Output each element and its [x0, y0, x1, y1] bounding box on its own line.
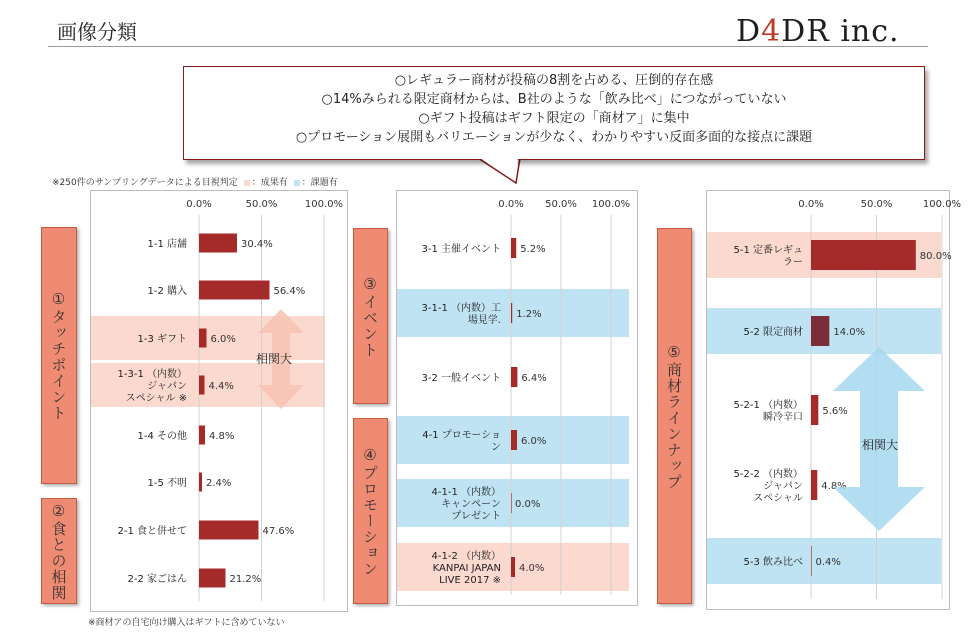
category-label [147, 237, 187, 250]
category-label [734, 467, 803, 504]
category-label-line: 5-2-1 （内数） [733, 400, 803, 411]
bar [199, 473, 202, 492]
category-label-line: 4-1-1 （内数） [431, 487, 501, 498]
issue-legend: ：課題有 [301, 178, 338, 188]
result-swatch [244, 180, 250, 186]
category-label-line: 5-2 限定商材 [743, 327, 803, 338]
company-logo [736, 14, 900, 49]
correlation-label: 相関大 [256, 352, 293, 366]
category-label [127, 573, 187, 585]
logo-suffix: DR inc. [781, 14, 900, 49]
category-label-line: 3-2 一般イベント [421, 373, 501, 384]
category-label [117, 524, 187, 537]
section-label-lineup: ⑤商材ラインナップ [657, 228, 692, 604]
data-label: 47.6% [262, 526, 295, 537]
category-label [137, 333, 187, 345]
data-label: 4.4% [208, 381, 234, 392]
bar [199, 376, 205, 395]
category-label [421, 242, 501, 255]
tick-label: 100.0% [304, 199, 344, 210]
data-label: 6.4% [521, 373, 547, 384]
bar [199, 569, 226, 588]
category-label-line: 2-1 食と併せて [117, 526, 187, 537]
category-label [147, 284, 187, 297]
bar [511, 238, 516, 258]
section-label-event: ③イベント [353, 228, 388, 404]
category-label-line: 1-3 ギフト [137, 334, 187, 345]
category-label-line: 1-5 不明 [147, 478, 187, 489]
category-label-line: 3-1-1 （内数）工 [421, 303, 501, 314]
callout-line: ○ギフト投稿はギフト限定の「商材ア」に集中 [418, 111, 690, 126]
category-label-line: 5-3 飲み比べ [743, 557, 803, 568]
data-label: 4.8% [209, 431, 235, 442]
category-label-line: 1-1 店舗 [147, 239, 187, 250]
category-label-line: 2-2 家ごはん [127, 574, 187, 585]
bar [199, 426, 205, 445]
data-label: 80.0% [919, 251, 952, 262]
tick-label: 100.0% [591, 199, 631, 210]
category-label-line: 5-1 定番レギュ [733, 245, 803, 256]
chart-touchpoint [91, 191, 347, 611]
category-label [147, 477, 187, 489]
category-label [743, 325, 803, 338]
legend-note [52, 175, 338, 188]
logo-four: 4 [761, 14, 782, 49]
tick-label: 50.0% [245, 199, 278, 210]
category-label-line: 瞬冷辛口 [763, 412, 803, 423]
section-label-promotion: ④プロモーション [353, 418, 388, 604]
sampling-note: ※250件のサンプリングデータによる目視判定 [52, 178, 238, 188]
data-label: 5.2% [520, 244, 546, 255]
category-label-line: 1-4 その他 [137, 431, 187, 442]
chart-panel-event [396, 190, 638, 606]
data-label: 21.2% [229, 574, 262, 585]
data-label: 30.4% [241, 239, 273, 250]
bar [811, 240, 916, 270]
callout-line: ○14%みられる限定商材からは、B社のような「飲み比べ」につながっていない [321, 92, 787, 107]
category-label-line: 1-2 購入 [147, 286, 187, 297]
category-label-line: LIVE 2017 ※ [439, 575, 501, 586]
summary-callout [183, 66, 925, 160]
bar [199, 234, 237, 253]
category-label-line: 場見学. [467, 315, 501, 326]
category-label-line: 4-1 プロモーショ [422, 430, 501, 441]
chart-event-promotion [397, 191, 637, 605]
category-label-line: プレゼント [451, 511, 501, 522]
data-label: 2.4% [206, 478, 232, 489]
category-label [734, 398, 803, 423]
tick-label: 0.0% [498, 199, 524, 210]
bar [811, 316, 829, 346]
category-label-line: スペシャル [753, 493, 803, 504]
bar [511, 367, 517, 387]
data-label: 1.2% [516, 309, 542, 320]
data-label: 0.0% [515, 499, 541, 510]
category-label-line: 1-3-1 （内数） [117, 369, 187, 380]
category-label-line: スペシャル ※ [125, 393, 187, 404]
tick-label: 0.0% [186, 199, 212, 210]
bar [199, 521, 259, 540]
data-label: 14.0% [833, 327, 866, 338]
result-legend: ：成果有 [251, 178, 288, 188]
page-title: 画像分類 [57, 20, 137, 44]
category-label-line: KANPAI JAPAN [432, 563, 501, 574]
category-label [137, 429, 187, 442]
category-label-line: 4-1-2 （内数） [431, 551, 501, 562]
bar [811, 470, 817, 500]
data-label: 4.0% [519, 563, 545, 574]
category-label-line: 5-2-2 （内数） [733, 469, 803, 480]
category-label [421, 372, 501, 384]
tick-label: 0.0% [798, 199, 824, 210]
callout-line: ○レギュラー商材が投稿の8割を占める、圧倒的存在感 [394, 73, 714, 88]
bar [511, 493, 512, 513]
issue-swatch [294, 180, 300, 186]
data-label: 56.4% [273, 286, 306, 297]
section-label-food: ②食との相関 [41, 498, 77, 604]
data-label: 5.6% [822, 406, 848, 417]
bar [199, 329, 207, 348]
correlation-label: 相関大 [862, 438, 899, 452]
tick-label: 50.0% [545, 199, 577, 210]
bar [511, 557, 515, 577]
category-label-line: ン [491, 442, 501, 453]
category-label [432, 549, 501, 586]
category-label-line: ジャパン [147, 381, 187, 392]
category-label-line: キャンペーン [441, 499, 501, 510]
bar [511, 303, 512, 323]
data-label: 0.4% [815, 557, 841, 568]
bar [199, 281, 270, 300]
bar [811, 395, 818, 425]
chart-panel-lineup [706, 190, 962, 610]
bar [511, 430, 517, 450]
logo-prefix: D [736, 14, 762, 49]
tick-label: 50.0% [860, 199, 893, 210]
category-label-line: ジャパン [763, 481, 803, 492]
category-label [743, 555, 803, 568]
category-label-line: ラー [783, 257, 803, 268]
data-label: 6.0% [210, 334, 236, 345]
footnote: ※商材アの自宅向け購入はギフトに含めていない [88, 618, 285, 628]
tick-label: 100.0% [922, 199, 962, 210]
category-label-line: 3-1 主催イベント [421, 244, 501, 255]
callout-line: ○プロモーション展開もバリエーションが少なく、わかりやすい反面多面的な接点に課題 [295, 130, 813, 145]
chart-lineup [707, 191, 962, 609]
data-label: 6.0% [521, 436, 547, 447]
data-label: 4.8% [821, 481, 847, 492]
chart-panel-touchpoint [90, 190, 348, 612]
section-label-touchpoint: ①タッチポイント [41, 227, 77, 484]
bar [811, 546, 812, 576]
